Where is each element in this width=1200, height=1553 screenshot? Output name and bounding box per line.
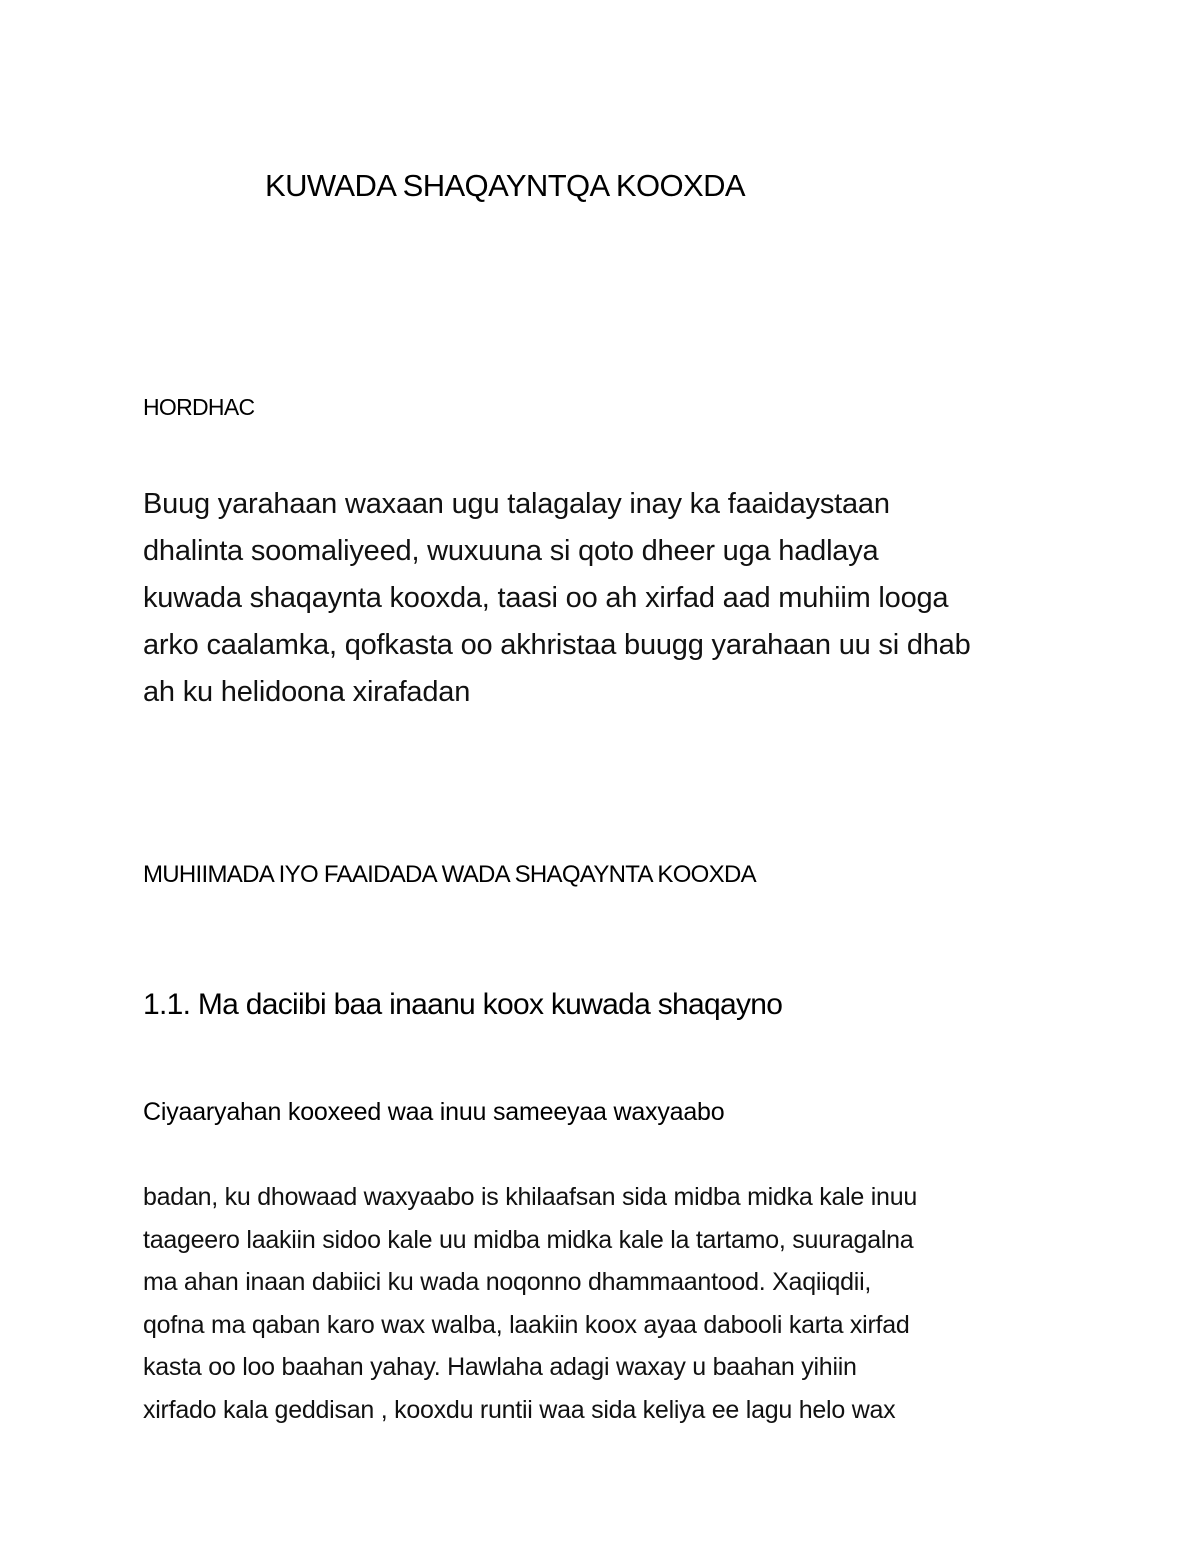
intro-line: arko caalamka, qofkasta oo akhristaa buugg yarahaan uu si dhab <box>143 629 971 661</box>
document-title: KUWADA SHAQAYNTQA KOOXDA <box>265 168 745 203</box>
body-line: taageero laakiin sidoo kale uu midba midka kale la tartamo, suuragalna <box>143 1225 914 1254</box>
intro-line: kuwada shaqaynta kooxda, taasi oo ah xirfad aad muhiim looga <box>143 582 949 614</box>
section-subheading: 1.1. Ma daciibi baa inaanu koox kuwada shaqayno <box>143 988 783 1021</box>
body-line: ma ahan inaan dabiici ku wada noqonno dhammaantood. Xaqiiqdii, <box>143 1268 872 1296</box>
section-heading: MUHIIMADA IYO FAAIDADA WADA SHAQAYNTA KOOXDA <box>143 861 756 888</box>
intro-line: ah ku helidoona xirafadan <box>143 676 471 708</box>
body-line: qofna ma qaban karo wax walba, laakiin koox ayaa dabooli karta xirfad <box>143 1310 910 1339</box>
body-line: kasta oo loo baahan yahay. Hawlaha adagi waxay u baahan yihiin <box>143 1353 857 1381</box>
intro-line: Buug yarahaan waxaan ugu talagalay inay ka faaidaystaan <box>143 488 890 520</box>
section-body-paragraph <box>143 1176 917 1431</box>
intro-line: dhalinta soomaliyeed, wuxuuna si qoto dheer uga hadlaya <box>143 535 879 567</box>
intro-paragraph <box>143 481 971 716</box>
section-lead-line: Ciyaaryahan kooxeed waa inuu sameeyaa waxyaabo <box>143 1098 725 1126</box>
intro-heading: HORDHAC <box>143 394 255 420</box>
body-line: badan, ku dhowaad waxyaabo is khilaafsan sida midba midka kale inuu <box>143 1183 918 1211</box>
body-line: xirfado kala geddisan , kooxdu runtii waa sida keliya ee lagu helo wax <box>143 1395 896 1424</box>
